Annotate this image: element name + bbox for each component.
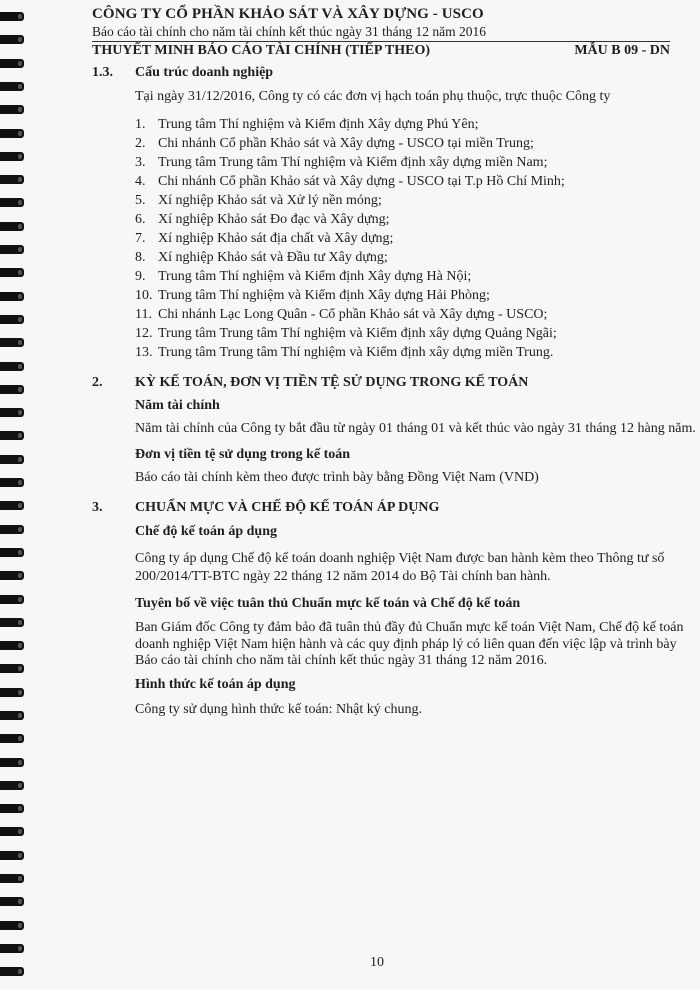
- company-name: CÔNG TY CỔ PHẦN KHẢO SÁT VÀ XÂY DỰNG - USCO: [92, 6, 484, 22]
- list-item: Trung tâm Trung tâm Thí nghiệm và Kiểm định xây dựng Quảng Ngãi;: [158, 326, 557, 341]
- currency-heading: Đơn vị tiền tệ sử dụng trong kế toán: [135, 447, 351, 462]
- section-1-3-intro: Tại ngày 31/12/2016, Công ty có các đơn vị hạch toán phụ thuộc, trực thuộc Công ty: [135, 89, 611, 104]
- list-item: Xí nghiệp Khảo sát và Đầu tư Xây dựng;: [158, 250, 388, 265]
- list-item: Chi nhánh Lạc Long Quân - Cổ phần Khảo sát và Xây dựng - USCO;: [158, 307, 548, 322]
- page-number: 10: [370, 955, 384, 970]
- compliance-line-1: Ban Giám đốc Công ty đảm bảo đã tuân thủ đầy đủ Chuẩn mực kế toán Việt Nam, Chế độ kế toán: [135, 620, 684, 635]
- currency-text: Báo cáo tài chính kèm theo được trình bày bằng Đồng Việt Nam (VND): [135, 470, 539, 485]
- regime-line-2: 200/2014/TT-BTC ngày 22 tháng 12 năm 2014 do Bộ Tài chính ban hành.: [135, 569, 551, 584]
- list-item-number: 1.: [135, 117, 146, 132]
- compliance-heading: Tuyên bố về việc tuân thủ Chuẩn mực kế toán và Chế độ kế toán: [135, 596, 521, 611]
- list-item: Xí nghiệp Khảo sát Đo đạc và Xây dựng;: [158, 212, 390, 227]
- section-2-number: 2.: [92, 375, 103, 390]
- list-item-number: 5.: [135, 193, 146, 208]
- list-item: Xí nghiệp Khảo sát địa chất và Xây dựng;: [158, 231, 394, 246]
- regime-line-1: Công ty áp dụng Chế độ kế toán doanh nghiệp Việt Nam được ban hành kèm theo Thông tư số: [135, 551, 665, 566]
- list-item: Xí nghiệp Khảo sát và Xử lý nền móng;: [158, 193, 382, 208]
- header-divider: [92, 41, 670, 42]
- list-item-number: 11.: [135, 307, 152, 322]
- section-3-number: 3.: [92, 500, 103, 515]
- list-item-number: 7.: [135, 231, 146, 246]
- list-item: Trung tâm Thí nghiệm và Kiểm định Xây dựng Hải Phòng;: [158, 288, 490, 303]
- list-item: Trung tâm Trung tâm Thí nghiệm và Kiểm định xây dựng miền Nam;: [158, 155, 548, 170]
- form-code: MẪU B 09 - DN: [574, 43, 670, 58]
- compliance-line-3: Báo cáo tài chính cho năm tài chính kết thúc ngày 31 tháng 12 năm 2016.: [135, 653, 548, 668]
- section-1-3-number: 1.3.: [92, 65, 113, 80]
- list-item-number: 9.: [135, 269, 146, 284]
- fiscal-year-heading: Năm tài chính: [135, 398, 220, 413]
- compliance-line-2: doanh nghiệp Việt Nam hiện hành và các quy định pháp lý có liên quan đến việc lập và trình bày: [135, 637, 677, 652]
- fiscal-year-text: Năm tài chính của Công ty bắt đầu từ ngày 01 tháng 01 và kết thúc vào ngày 31 tháng 12 hàng năm.: [135, 421, 696, 436]
- list-item: Chi nhánh Cổ phần Khảo sát và Xây dựng - USCO tại T.p Hồ Chí Minh;: [158, 174, 565, 189]
- section-1-3-title: Cấu trúc doanh nghiệp: [135, 65, 274, 80]
- list-item-number: 2.: [135, 136, 146, 151]
- regime-heading: Chế độ kế toán áp dụng: [135, 524, 277, 539]
- list-item-number: 4.: [135, 174, 146, 189]
- list-item: Trung tâm Trung tâm Thí nghiệm và Kiểm định xây dựng miền Trung.: [158, 345, 554, 360]
- list-item-number: 3.: [135, 155, 146, 170]
- list-item-number: 13.: [135, 345, 153, 360]
- list-item: Chi nhánh Cổ phần Khảo sát và Xây dựng - USCO tại miền Trung;: [158, 136, 534, 151]
- list-item-number: 10.: [135, 288, 153, 303]
- list-item-number: 12.: [135, 326, 153, 341]
- section-3-title: CHUẨN MỰC VÀ CHẾ ĐỘ KẾ TOÁN ÁP DỤNG: [135, 500, 440, 515]
- report-subtitle: Báo cáo tài chính cho năm tài chính kết thúc ngày 31 tháng 12 năm 2016: [92, 24, 487, 39]
- notes-title: THUYẾT MINH BÁO CÁO TÀI CHÍNH (TIẾP THEO): [92, 43, 431, 58]
- list-item: Trung tâm Thí nghiệm và Kiểm định Xây dựng Hà Nội;: [158, 269, 472, 284]
- section-2-title: KỲ KẾ TOÁN, ĐƠN VỊ TIỀN TỆ SỬ DỤNG TRONG KẾ TOÁN: [135, 375, 529, 390]
- list-item: Trung tâm Thí nghiệm và Kiểm định Xây dựng Phú Yên;: [158, 117, 479, 132]
- list-item-number: 8.: [135, 250, 146, 265]
- list-item-number: 6.: [135, 212, 146, 227]
- accounting-form-text: Công ty sử dụng hình thức kế toán: Nhật ký chung.: [135, 702, 422, 717]
- accounting-form-heading: Hình thức kế toán áp dụng: [135, 677, 296, 692]
